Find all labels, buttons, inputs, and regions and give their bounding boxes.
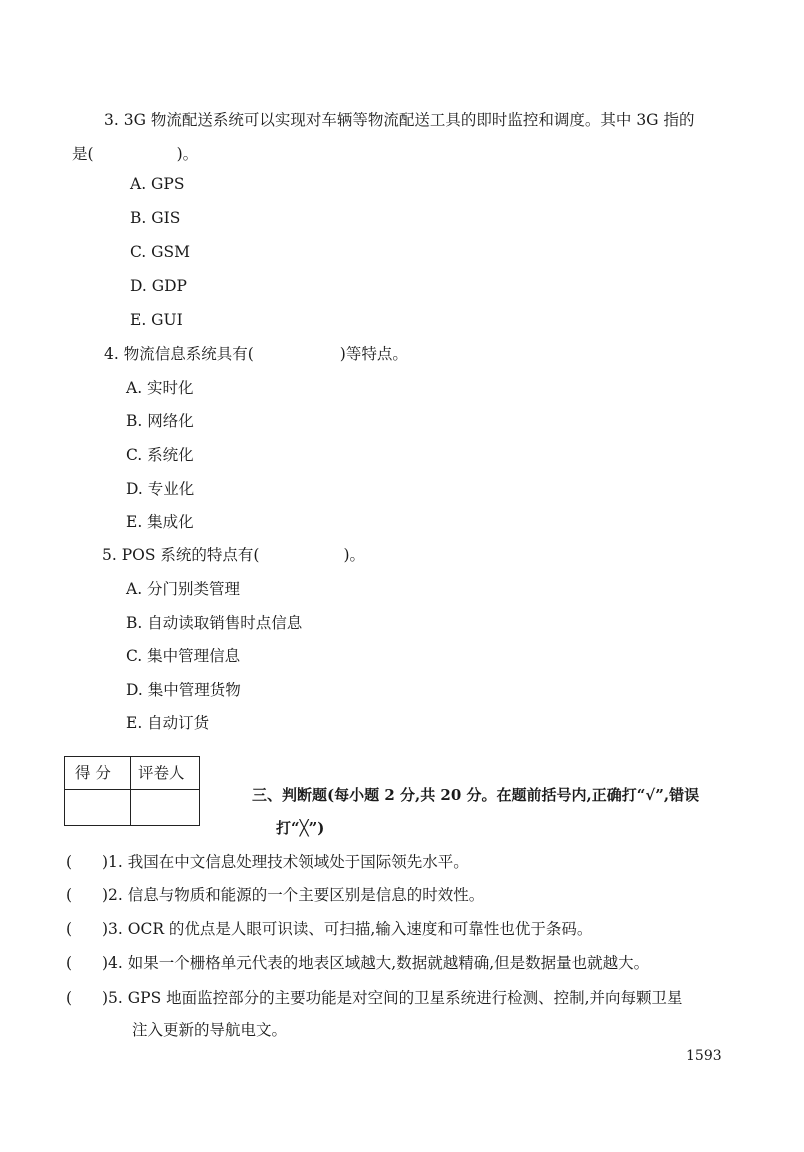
q3-stem-line1: 3. 3G 物流配送系统可以实现对车辆等物流配送工具的即时监控和调度。其中 3G 指的 [104, 111, 695, 129]
tf-item-1: )1. 我国在中文信息处理技术领域处于国际领先水平。 [102, 853, 469, 871]
tf-item-4-paren: ( [66, 954, 73, 972]
tf-item-5-paren: ( [66, 989, 73, 1007]
q3-option-b: B. GIS [130, 209, 181, 227]
q5-option-b: B. 自动读取销售时点信息 [126, 614, 303, 632]
q3-stem-line2 [72, 143, 198, 165]
q4-option-e: E. 集成化 [126, 513, 194, 531]
q4-option-a: A. 实时化 [126, 379, 194, 397]
score-box [64, 756, 200, 826]
tf-item-5-line2: 注入更新的导航电文。 [132, 1021, 288, 1039]
q5-option-e: E. 自动订货 [126, 714, 210, 732]
q5-stem-end: )。 [343, 546, 366, 564]
q3-option-e: E. GUI [130, 311, 183, 329]
q4-option-c: C. 系统化 [126, 446, 194, 464]
tf-item-4: )4. 如果一个栅格单元代表的地表区域越大,数据就越精确,但是数据量也就越大。 [102, 954, 650, 972]
page-number: 1593 [686, 1048, 722, 1064]
q3-stem-line2-start: 是( [72, 145, 94, 163]
tf-item-5: )5. GPS 地面监控部分的主要功能是对空间的卫星系统进行检测、控制,并向每颗卫星 [102, 989, 683, 1007]
q4-stem-end: )等特点。 [339, 345, 408, 363]
q3-option-a: A. GPS [130, 175, 185, 193]
score-entry-cell [65, 790, 129, 825]
q5-stem-start: 5. POS 系统的特点有( [102, 546, 260, 564]
grader-entry-cell [131, 790, 199, 825]
q4-option-d: D. 专业化 [126, 480, 195, 498]
q4-option-b: B. 网络化 [126, 412, 194, 430]
section3-title-line1: 三、判断题(每小题 2 分,共 20 分。在题前括号内,正确打“√”,错误 [252, 786, 700, 804]
tf-item-2: )2. 信息与物质和能源的一个主要区别是信息的时效性。 [102, 886, 485, 904]
q3-option-d: D. GDP [130, 277, 187, 295]
grader-label: 评卷人 [138, 764, 185, 782]
score-label: 得 分 [75, 764, 111, 782]
q4-stem [104, 343, 408, 365]
tf-item-3: )3. OCR 的优点是人眼可识读、可扫描,输入速度和可靠性也优于条码。 [102, 920, 593, 938]
q5-option-c: C. 集中管理信息 [126, 647, 241, 665]
section3-title-line2: 打“╳”) [276, 819, 325, 837]
q3-option-c: C. GSM [130, 243, 191, 261]
tf-item-3-paren: ( [66, 920, 73, 938]
tf-item-2-paren: ( [66, 886, 73, 904]
q5-stem [102, 544, 365, 566]
q5-option-d: D. 集中管理货物 [126, 681, 241, 699]
q3-stem-line2-end: )。 [176, 145, 199, 163]
q4-stem-start: 4. 物流信息系统具有( [104, 345, 254, 363]
tf-item-1-paren: ( [66, 853, 73, 871]
q5-option-a: A. 分门别类管理 [126, 580, 241, 598]
